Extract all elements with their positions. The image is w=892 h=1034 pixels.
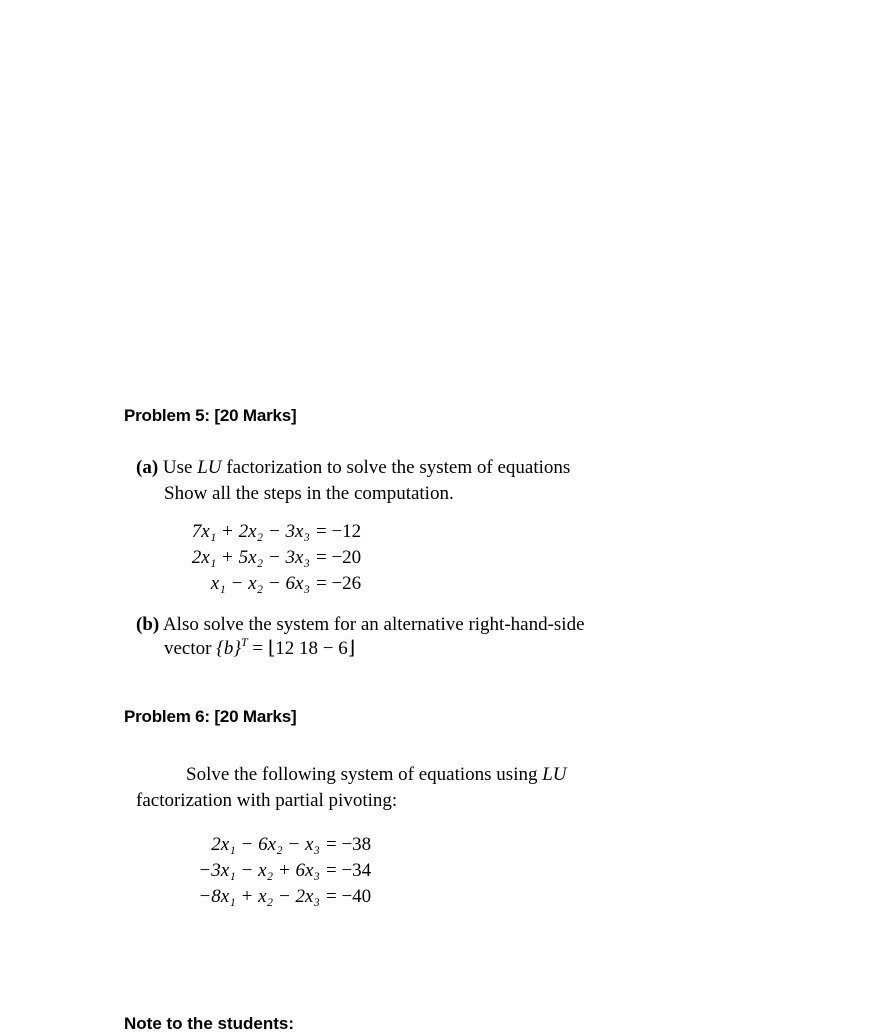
problem-5b-line-2 (164, 637, 355, 660)
problem-6-lu: LU (542, 764, 567, 785)
equation-lhs: 2x₁ − 6x₂ − x₃ (211, 834, 320, 855)
problem-6-heading: Problem 6: [20 Marks] (124, 707, 297, 726)
problem-5b-line-1 (136, 614, 585, 636)
equation-row (150, 521, 310, 545)
equation-lhs: x₁ − x₂ − 6x₃ (210, 573, 310, 594)
equation-lhs: 2x₁ + 5x₂ − 3x₃ (191, 547, 310, 568)
part-b-vector: {b} (216, 638, 241, 659)
equation-row (150, 886, 320, 910)
problem-5-heading: Problem 5: [20 Marks] (124, 406, 297, 425)
equation-rhs-text: = −20 (316, 547, 362, 568)
problem-5a-line-2: Show all the steps in the computation. (164, 483, 454, 504)
equation-rhs-text: = −34 (326, 860, 372, 881)
part-b-label: (b) (136, 614, 160, 635)
part-a-lu: LU (197, 457, 222, 478)
part-b-vector-label: vector (164, 638, 217, 659)
equation-lhs: −3x₁ − x₂ + 6x₃ (198, 860, 320, 881)
problem-6-line-1 (186, 764, 567, 786)
part-b-transpose: T (240, 635, 248, 649)
part-b-vector-values: = ⌊12 18 − 6⌋ (247, 638, 356, 659)
equation-lhs: −8x₁ + x₂ − 2x₃ (198, 886, 320, 907)
equation-row (150, 860, 320, 884)
equation-rhs-text: = −26 (316, 573, 362, 594)
equation-row (150, 834, 320, 858)
equation-row (150, 573, 310, 597)
problem-5a-line-1 (136, 457, 570, 479)
equation-rhs-text: = −38 (326, 834, 372, 855)
problem-6-text-pre: Solve the following system of equations using (186, 764, 543, 785)
equation-rhs-text: = −40 (326, 886, 372, 907)
part-a-text-pre: Use (162, 457, 198, 478)
problem-6-line-2: factorization with partial pivoting: (136, 790, 398, 811)
part-b-text: Also solve the system for an alternative right-hand-side (162, 614, 585, 635)
equation-lhs: 7x₁ + 2x₂ − 3x₃ (191, 521, 310, 542)
footer-cutoff-text: Note to the students: (124, 1014, 294, 1033)
part-a-text-post: factorization to solve the system of equations (221, 457, 571, 478)
part-a-label: (a) (136, 457, 159, 478)
equation-row (150, 547, 310, 571)
equation-rhs-text: = −12 (316, 521, 362, 542)
